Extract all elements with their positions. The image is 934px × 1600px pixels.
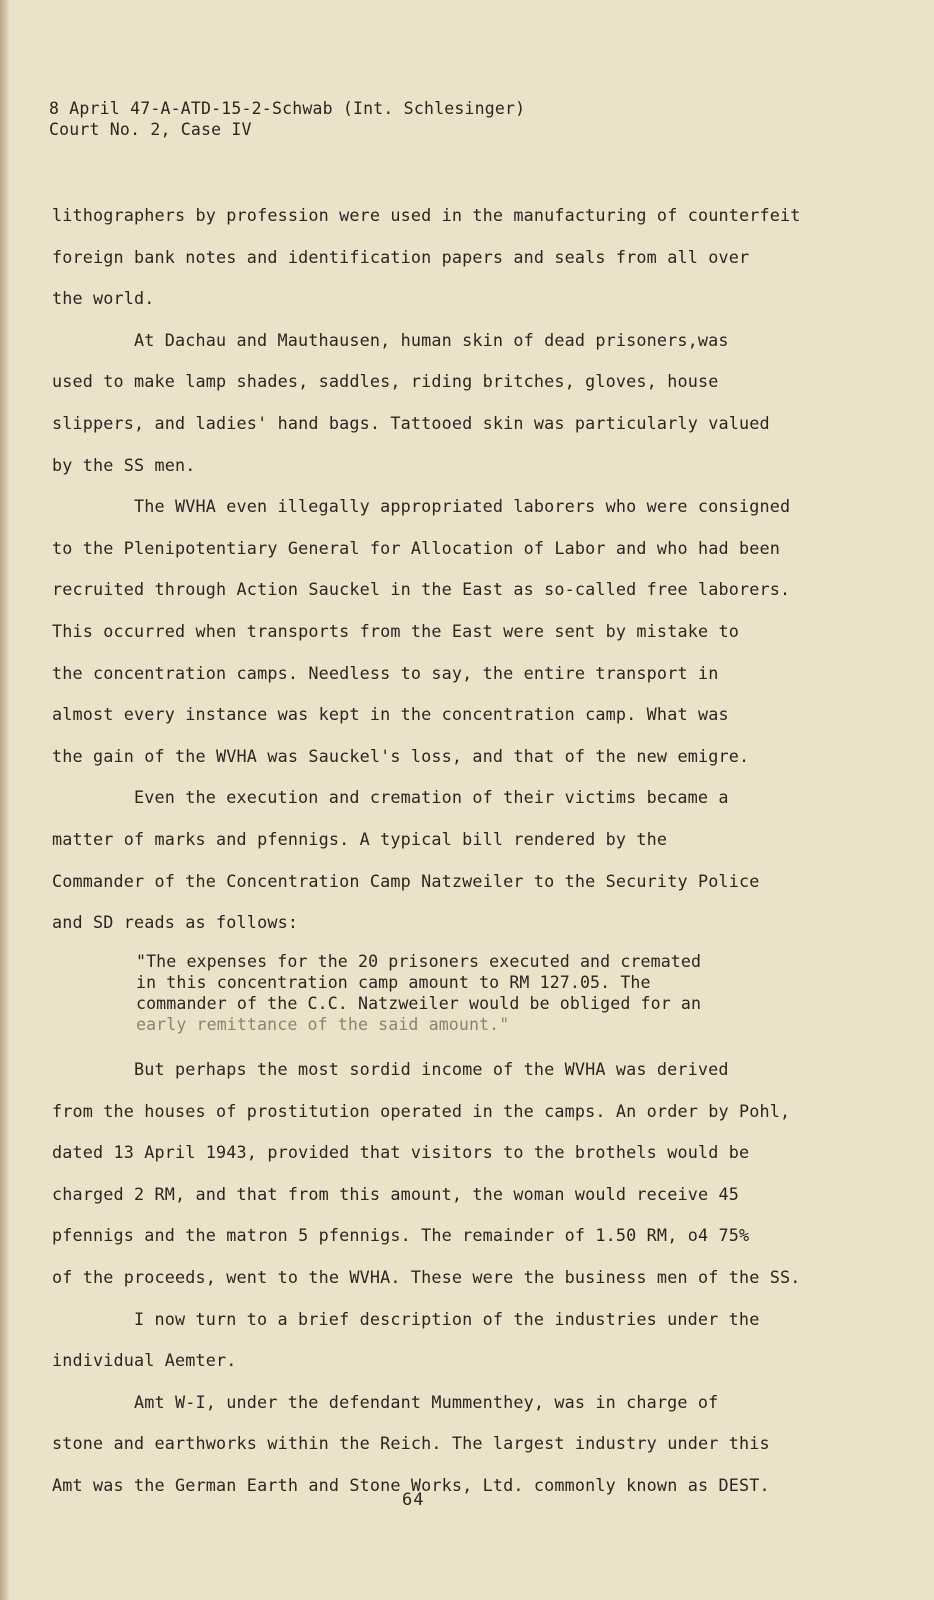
- text-line: to the Plenipotentiary General for Allocation of Labor and who had been: [52, 537, 780, 558]
- text-line: At Dachau and Mauthausen, human skin of dead prisoners,was: [134, 329, 729, 350]
- page-edge-shadow: [0, 0, 10, 1600]
- text-line: of the proceeds, went to the WVHA. These were the business men of the SS.: [52, 1266, 801, 1287]
- header-line-1: 8 April 47-A-ATD-15-2-Schwab (Int. Schlesinger): [49, 99, 526, 118]
- quote-line: "The expenses for the 20 prisoners executed and cremated: [136, 952, 702, 971]
- body-text-bottom: [52, 1049, 812, 1507]
- text-line: dated 13 April 1943, provided that visitors to the brothels would be: [52, 1142, 750, 1163]
- text-line: by the SS men.: [52, 454, 196, 475]
- text-line: almost every instance was kept in the concentration camp. What was: [52, 704, 729, 725]
- text-line: Amt W-I, under the defendant Mummenthey, was in charge of: [134, 1391, 719, 1412]
- quote-line: early remittance of the said amount.": [136, 1015, 510, 1034]
- text-line: the concentration camps. Needless to say, the entire transport in: [52, 662, 719, 683]
- text-line: from the houses of prostitution operated in the camps. An order by Pohl,: [52, 1100, 791, 1121]
- text-line: The WVHA even illegally appropriated laborers who were consigned: [134, 496, 791, 517]
- text-line: charged 2 RM, and that from this amount, the woman would receive 45: [52, 1183, 739, 1204]
- page-number: 64: [402, 1490, 425, 1510]
- text-line: Even the execution and cremation of their victims became a: [134, 787, 729, 808]
- text-line: Commander of the Concentration Camp Natzweiler to the Security Police: [52, 870, 760, 891]
- quote-line: commander of the C.C. Natzweiler would be obliged for an: [136, 994, 702, 1013]
- text-line: lithographers by profession were used in the manufacturing of counterfeit: [52, 205, 801, 225]
- text-line: and SD reads as follows:: [52, 912, 299, 933]
- text-line: Amt was the German Earth and Stone Works, Ltd. commonly known as DEST.: [52, 1474, 770, 1495]
- text-line: I now turn to a brief description of the industries under the: [134, 1308, 760, 1329]
- text-line: used to make lamp shades, saddles, riding britches, gloves, house: [52, 371, 719, 392]
- document-header: [49, 98, 525, 140]
- text-line: This occurred when transports from the East were sent by mistake to: [52, 620, 739, 641]
- text-line: stone and earthworks within the Reich. The largest industry under this: [52, 1433, 770, 1454]
- text-line: slippers, and ladies' hand bags. Tattooed skin was particularly valued: [52, 412, 770, 433]
- text-line: But perhaps the most sordid income of the WVHA was derived: [134, 1059, 729, 1079]
- header-line-2: Court No. 2, Case IV: [49, 120, 252, 139]
- text-line: foreign bank notes and identification papers and seals from all over: [52, 246, 750, 267]
- quote-line: in this concentration camp amount to RM 127.05. The: [136, 973, 651, 992]
- text-line: recruited through Action Sauckel in the East as so-called free laborers.: [52, 579, 791, 600]
- text-line: pfennigs and the matron 5 pfennigs. The remainder of 1.50 RM, o4 75%: [52, 1225, 750, 1246]
- text-line: matter of marks and pfennigs. A typical bill rendered by the: [52, 828, 668, 849]
- text-line: the gain of the WVHA was Sauckel's loss, and that of the new emigre.: [52, 745, 750, 766]
- text-line: the world.: [52, 288, 155, 309]
- block-quote: [136, 951, 701, 1035]
- text-line: individual Aemter.: [52, 1350, 237, 1371]
- body-text-top: [52, 195, 812, 944]
